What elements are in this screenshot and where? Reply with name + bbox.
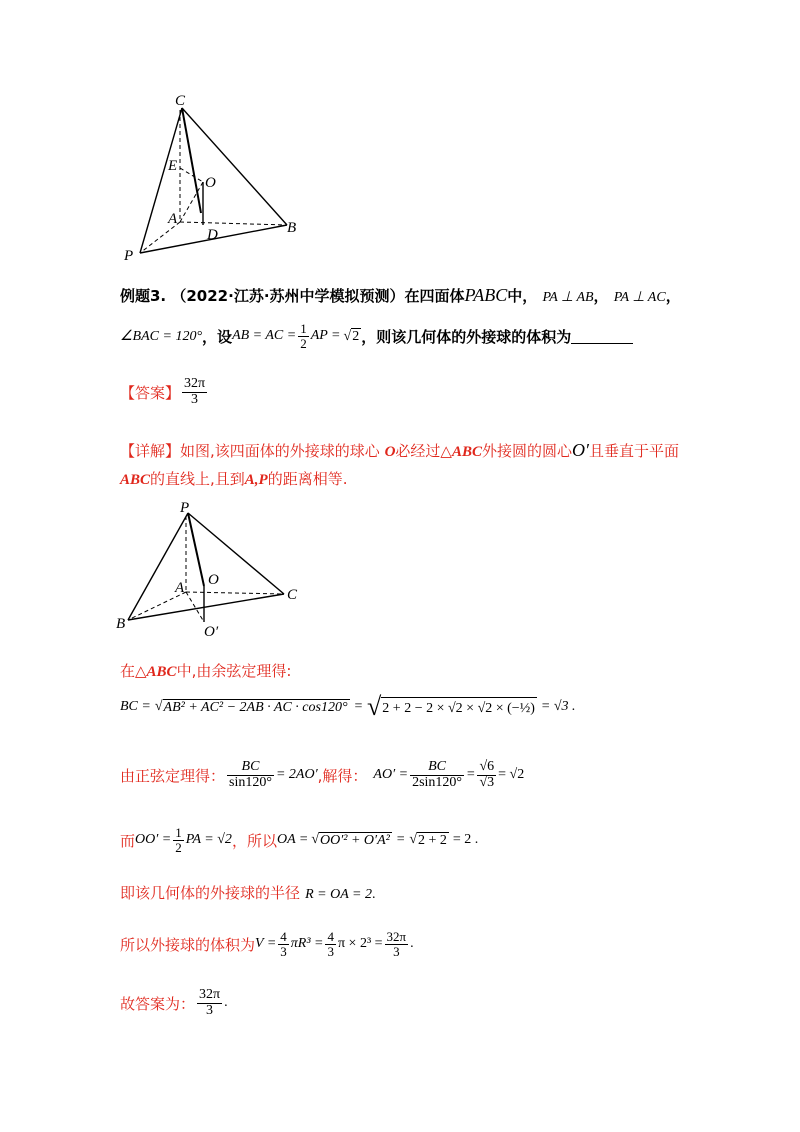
detail-label: 【详解】 bbox=[120, 442, 181, 460]
cosine-radicand-2: 2 + 2 − 2 × √2 × √2 × (−½) bbox=[381, 697, 537, 717]
angle-bac: ∠BAC = 120° bbox=[120, 328, 203, 344]
detail-text: 必经过△ bbox=[395, 442, 452, 460]
eq-right: AP = bbox=[310, 328, 341, 344]
volume-lhs: V = bbox=[255, 936, 277, 952]
cosine-formula: BC = √ AB² + AC² − 2AB · AC · cos120° = √ 2 + 2 − 2 × √2 × √2 × (−½) = √3 . bbox=[120, 692, 576, 721]
volume-frac-3: $\frac{32\pi}{3}$ bbox=[386, 929, 407, 959]
sine-fraction-1: $\frac{BC}{\sin 120^\circ}$ bbox=[229, 759, 272, 790]
cosine-radicand-1: AB² + AC² − 2AB · AC · cos120° bbox=[163, 699, 348, 715]
sine-line bbox=[120, 760, 524, 790]
oa-eq: = bbox=[395, 832, 406, 848]
volume-frac-2: $\frac{4}{3}$ bbox=[327, 929, 334, 959]
label-C: C bbox=[287, 587, 298, 603]
label-O: O bbox=[208, 572, 219, 588]
label-D: D bbox=[207, 227, 218, 243]
detail-ABC: ABC bbox=[120, 472, 151, 488]
sine-fraction-2: $\frac{BC}{2\sin 120^\circ}$ bbox=[412, 759, 463, 790]
cosine-eq: = bbox=[353, 699, 364, 714]
answer-fraction: $\frac{32\pi}{3}$ bbox=[184, 376, 206, 407]
detail-text: 如图,该四面体的外接球的球心 bbox=[180, 442, 380, 460]
answer-blank bbox=[571, 329, 633, 344]
cosine-text: 在△ bbox=[120, 662, 147, 680]
sine-rhs: = √2 bbox=[498, 767, 525, 783]
figure-tetrahedron-2 bbox=[110, 498, 310, 646]
volume-mid-2: π × 2³ = bbox=[337, 936, 383, 952]
cosine-rhs: = √3 . bbox=[540, 699, 576, 714]
detail-O: O bbox=[384, 444, 396, 460]
cosine-text: 中,由余弦定理得: bbox=[176, 662, 292, 680]
answer-line bbox=[120, 377, 209, 407]
oa-lhs: OA = bbox=[276, 832, 309, 848]
sine-eq: = 2AO′ bbox=[275, 767, 318, 783]
oo-lhs: OO′ = bbox=[135, 832, 172, 848]
volume-line bbox=[120, 930, 414, 958]
answer-label: 【答案】 bbox=[120, 383, 181, 402]
sine-solve: ,解得： bbox=[317, 766, 368, 785]
sine-lhs: AO′ = bbox=[373, 767, 409, 783]
oa-rhs: = 2 . bbox=[452, 832, 479, 848]
label-O-prime: O′ bbox=[204, 624, 219, 640]
tetra-name: PABC bbox=[464, 285, 508, 305]
label-B: B bbox=[287, 220, 297, 236]
cosine-lhs: BC = bbox=[120, 699, 151, 714]
label-A: A bbox=[175, 580, 185, 596]
cosine-intro bbox=[120, 660, 291, 681]
detail-ABC: ABC bbox=[451, 444, 482, 460]
oo-line: 而 OO′ = $\frac{1}{2}$ PA = √2 ，所以 OA = √ OO′² + O′A² = √ 2 + 2 = 2 . bbox=[120, 825, 479, 855]
comma: ， bbox=[593, 287, 609, 305]
radius-line bbox=[120, 882, 375, 903]
problem-tail: ，则该几何体的外接球的体积为 bbox=[361, 327, 572, 346]
oo-so: ，所以 bbox=[231, 831, 277, 850]
radius-math: R = OA = 2 bbox=[305, 887, 372, 902]
cond-pa-ab: PA ⊥ AB bbox=[542, 290, 594, 305]
detail-O1: O′ bbox=[572, 440, 589, 460]
problem-line-1 bbox=[120, 285, 681, 306]
half-fraction: $\frac{1}{2}$ bbox=[300, 321, 307, 351]
problem-mid: 中， bbox=[507, 287, 538, 305]
volume-mid-1: πR³ = bbox=[290, 936, 324, 952]
detail-line-1 bbox=[120, 440, 679, 461]
detail-text: 且垂直于平面 bbox=[588, 442, 679, 460]
final-fraction: $\frac{32\pi}{3}$ bbox=[199, 987, 221, 1018]
detail-text: 外接圆的圆心 bbox=[481, 442, 572, 460]
sine-eq2: = bbox=[466, 767, 476, 783]
radius-end: . bbox=[371, 887, 376, 902]
label-E: E bbox=[168, 158, 178, 174]
final-text: 故答案为： bbox=[120, 994, 196, 1013]
final-end: . bbox=[224, 995, 228, 1011]
detail-line-2 bbox=[120, 468, 348, 489]
figure-tetrahedron-1 bbox=[110, 90, 310, 270]
detail-text: 的距离相等. bbox=[267, 470, 348, 488]
label-B: B bbox=[116, 616, 126, 632]
detail-AP: A,P bbox=[244, 472, 268, 488]
problem-source: （2022·江苏·苏州中学模拟预测）在四面体 bbox=[171, 287, 465, 305]
set-text: ，设 bbox=[202, 327, 233, 346]
volume-frac-1: $\frac{4}{3}$ bbox=[280, 929, 287, 959]
comma: ， bbox=[665, 287, 681, 305]
radius-text: 即该几何体的外接球的半径 bbox=[120, 884, 301, 902]
sine-fraction-3: $\frac{√6}{√3}$ bbox=[479, 759, 495, 790]
problem-label: 例题3. bbox=[120, 287, 167, 305]
oo-intro: 而 bbox=[120, 831, 136, 850]
sine-intro: 由正弦定理得： bbox=[120, 766, 226, 785]
detail-text: 的直线上,且到 bbox=[150, 470, 245, 488]
volume-text: 所以外接球的体积为 bbox=[120, 935, 256, 954]
sqrt-2: √2 bbox=[343, 328, 360, 344]
cosine-ABC: ABC bbox=[146, 664, 177, 680]
oa-radicand-2: 2 + 2 bbox=[418, 832, 447, 848]
oo-half: $\frac{1}{2}$ bbox=[175, 825, 182, 855]
final-line bbox=[120, 988, 228, 1018]
problem-line-2 bbox=[120, 322, 633, 350]
oa-radicand: OO′² + O′A² bbox=[320, 832, 390, 848]
label-C: C bbox=[175, 93, 186, 109]
label-A: A bbox=[168, 211, 178, 227]
cond-pa-ac: PA ⊥ AC bbox=[613, 290, 666, 305]
eq-left: AB = AC = bbox=[232, 328, 297, 344]
label-O: O bbox=[205, 175, 216, 191]
volume-end: . bbox=[410, 936, 414, 952]
label-P: P bbox=[180, 500, 190, 516]
oo-mid: PA = √2 bbox=[185, 832, 232, 848]
label-P: P bbox=[124, 248, 134, 264]
